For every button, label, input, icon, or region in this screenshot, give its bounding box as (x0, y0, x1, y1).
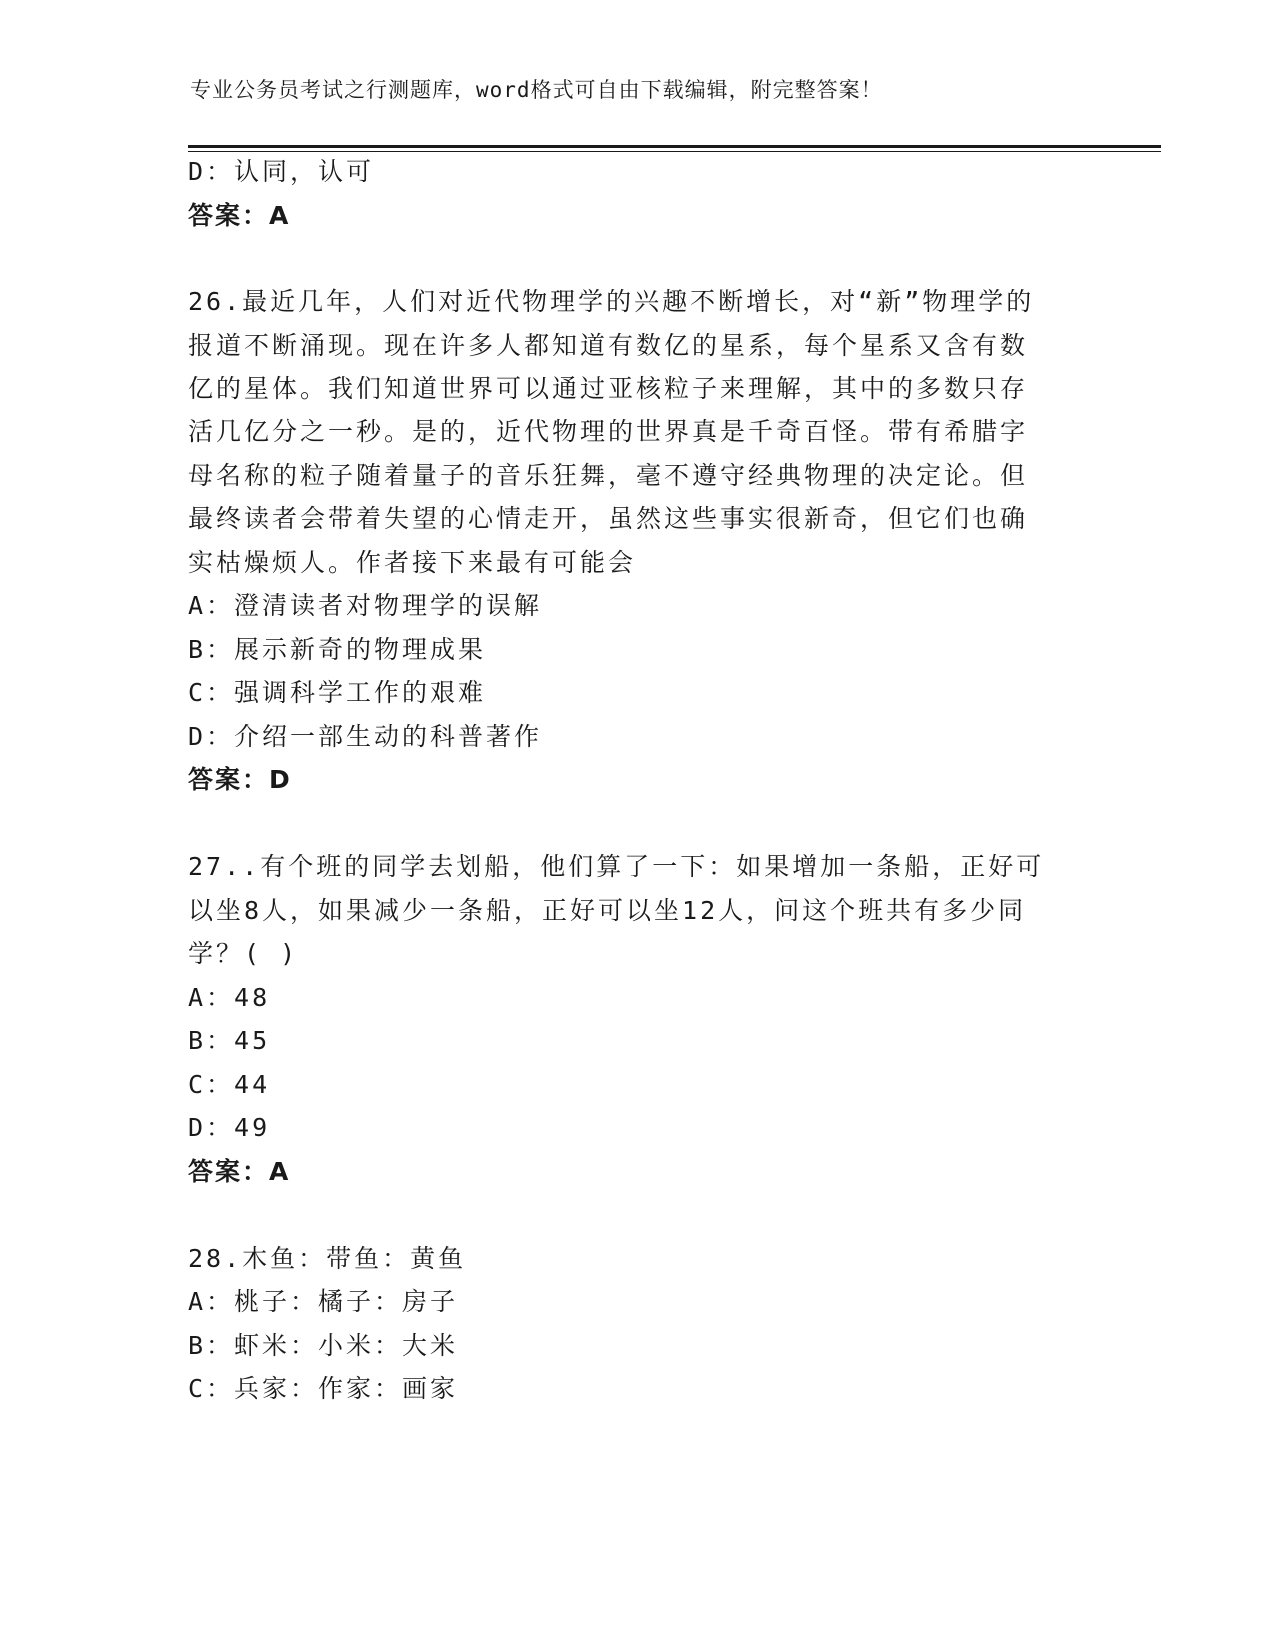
q27-option-b: B：45 (188, 1026, 271, 1055)
q26-answer: 答案：D (188, 765, 292, 794)
q26-option-a: A：澄清读者对物理学的误解 (188, 591, 543, 620)
q27-stem-line: 以坐8人，如果减少一条船，正好可以坐12人，问这个班共有多少同 (188, 896, 1027, 925)
q27-option-c: C：44 (188, 1070, 271, 1099)
q27-stem-line: 27..有个班的同学去划船，他们算了一下：如果增加一条船，正好可 (188, 852, 1045, 881)
q27-answer: 答案：A (188, 1157, 291, 1186)
q26-stem-line: 亿的星体。我们知道世界可以通过亚核粒子来理解，其中的多数只存 (188, 374, 1029, 403)
q28-stem: 28.木鱼：带鱼：黄鱼 (188, 1244, 467, 1273)
q26-stem-line: 实枯燥烦人。作者接下来最有可能会 (188, 548, 637, 577)
q26-stem-line: 报道不断涌现。现在许多人都知道有数亿的星系，每个星系又含有数 (188, 331, 1029, 360)
q26-stem-line: 最终读者会带着失望的心情走开，虽然这些事实很新奇，但它们也确 (188, 504, 1029, 533)
header-rule-thin (188, 151, 1161, 152)
q26-option-b: B：展示新奇的物理成果 (188, 635, 487, 664)
prev-answer: 答案：A (188, 201, 291, 230)
q27-stem-line: 学？( ) (188, 939, 299, 968)
q26-option-d: D：介绍一部生动的科普著作 (188, 722, 543, 751)
q27-option-a: A：48 (188, 983, 271, 1012)
page-header: 专业公务员考试之行测题库，word格式可自由下载编辑，附完整答案！ (190, 78, 883, 102)
q26-stem-line: 母名称的粒子随着量子的音乐狂舞，毫不遵守经典物理的决定论。但 (188, 461, 1029, 490)
q28-option-b: B：虾米：小米：大米 (188, 1331, 459, 1360)
q27-option-d: D：49 (188, 1113, 271, 1142)
q26-option-c: C：强调科学工作的艰难 (188, 678, 487, 707)
q28-option-c: C：兵家：作家：画家 (188, 1374, 459, 1403)
q26-stem-line: 26.最近几年，人们对近代物理学的兴趣不断增长，对“新”物理学的 (188, 287, 1035, 316)
q26-stem-line: 活几亿分之一秒。是的，近代物理的世界真是千奇百怪。带有希腊字 (188, 417, 1029, 446)
header-rule-thick (188, 145, 1161, 148)
q28-option-a: A：桃子：橘子：房子 (188, 1287, 459, 1316)
prev-option-d: D：认同，认可 (188, 157, 375, 186)
